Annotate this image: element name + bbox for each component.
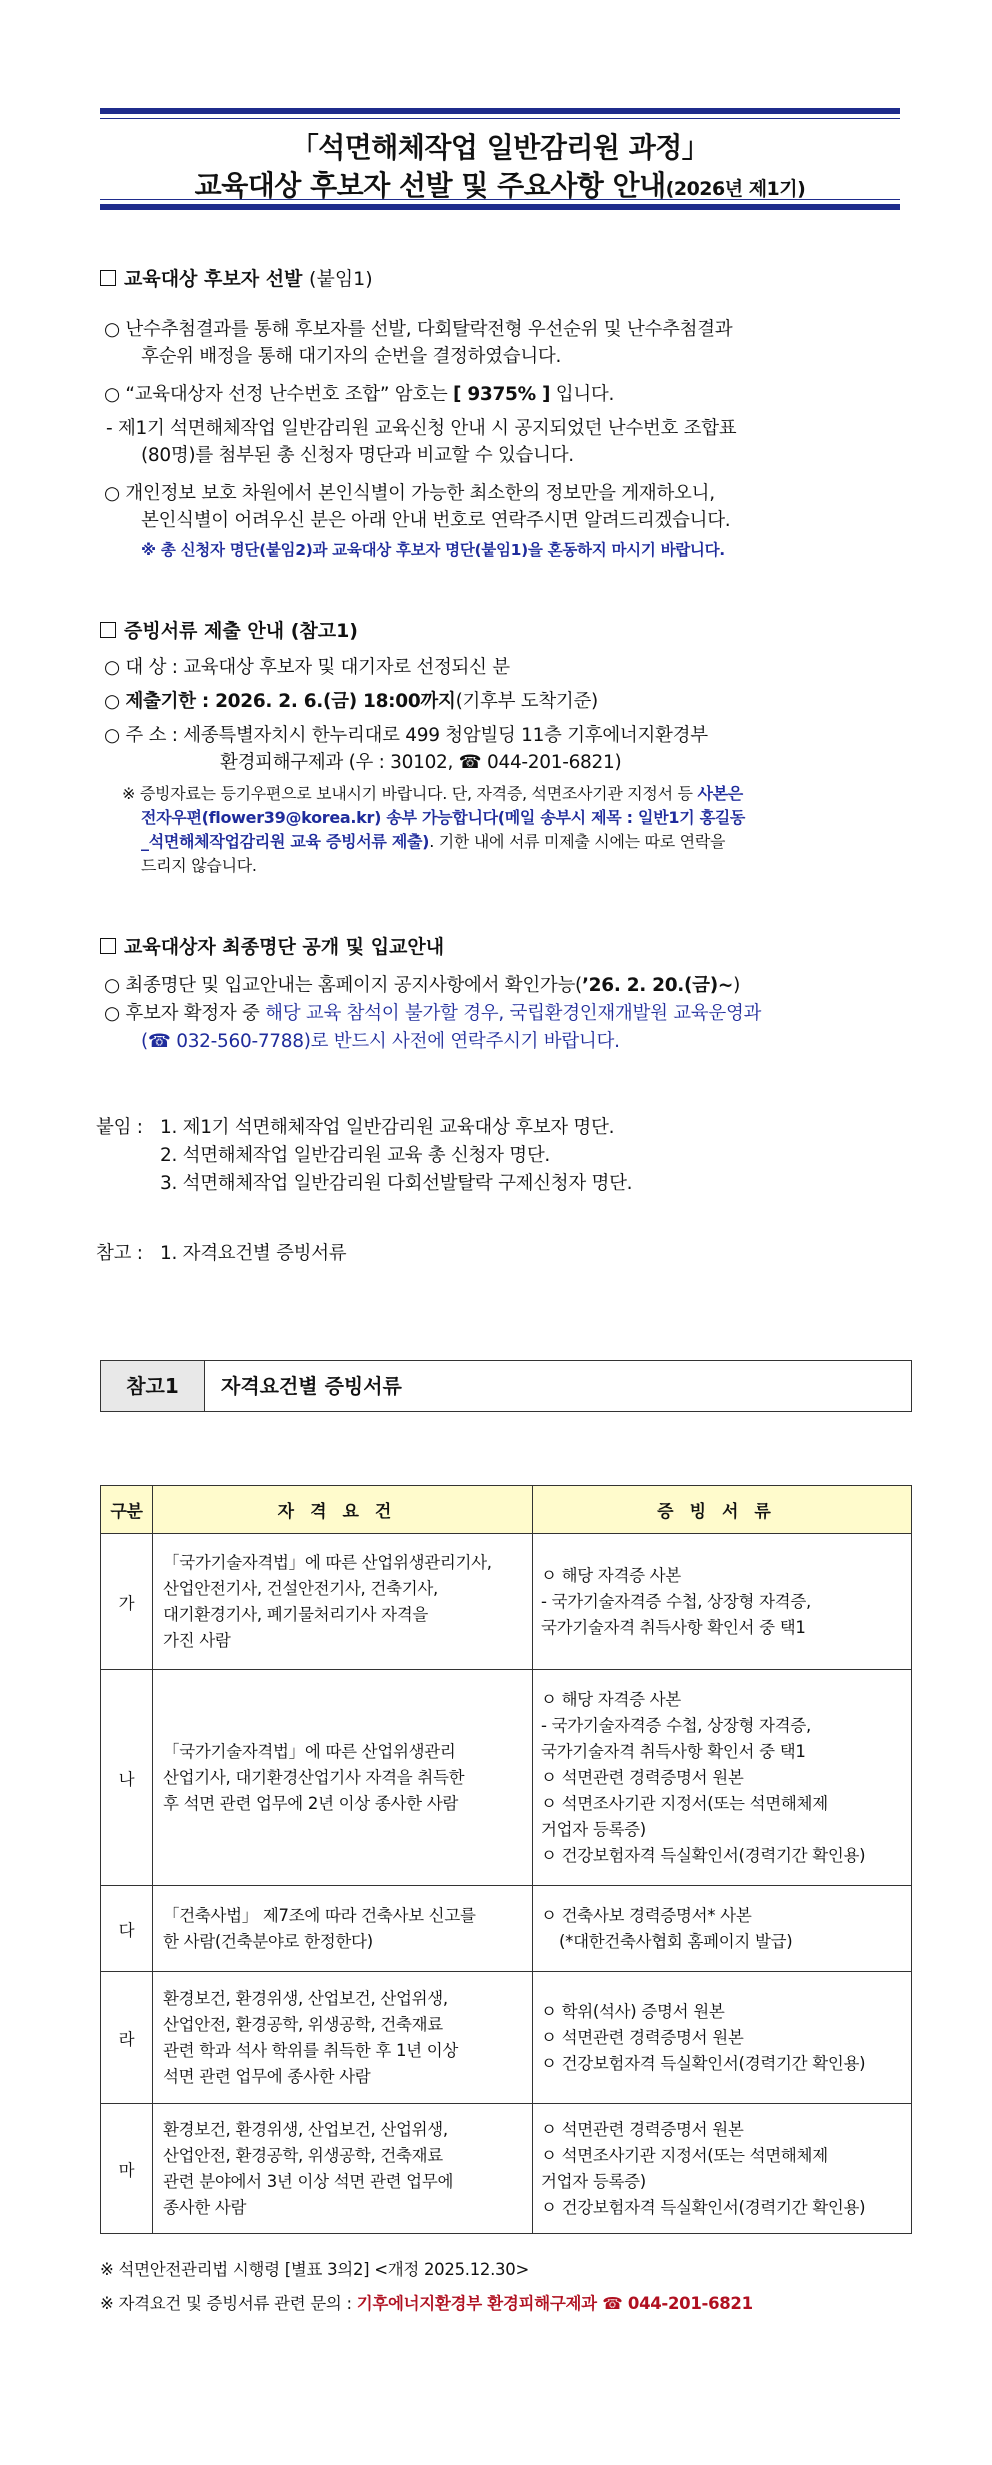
s3-bullet2-line2: (☎ 032-560-7788)로 반드시 사전에 연락주시기 바랍니다. bbox=[141, 1031, 620, 1052]
table-header-row bbox=[101, 1486, 912, 1534]
ref1-title: 자격요건별 증빙서류 bbox=[221, 1374, 402, 1398]
code-value: [ 9375% ] bbox=[453, 384, 551, 405]
table-row bbox=[101, 1972, 912, 2104]
s2-address-line1: ○ 주 소 : 세종특별자치시 한누리대로 499 청암빌딩 11층 기후에너지환경부 bbox=[104, 725, 708, 746]
attachment-item: 3. 석면해체작업 일반감리원 다회선발탈락 구제신청자 명단. bbox=[160, 1173, 633, 1194]
row-condition: 「국가기술자격법」에 따른 산업위생관리기사, 산업안전기사, 건설안전기사, 건축기사, 대기환경기사, 폐기물처리기사 자격을 가진 사람 bbox=[153, 1534, 533, 1670]
s1-dash1-line2: (80명)를 첨부된 총 신청자 명단과 비교할 수 있습니다. bbox=[141, 445, 574, 466]
title-suffix: (2026년 제1기) bbox=[665, 178, 806, 200]
row-condition: 「건축사법」 제7조에 따라 건축사보 신고를 한 사람(건축분야로 한정한다) bbox=[153, 1886, 533, 1972]
s3-bullet1: ○ 최종명단 및 입교안내는 홈페이지 공지사항에서 확인가능(’26. 2. 20.(금)~) bbox=[104, 975, 741, 996]
s2-note-line3: _석면해체작업감리원 교육 증빙서류 제출). 기한 내에 서류 미제출 시에는 따로 연락을 bbox=[141, 832, 726, 851]
s2-target: ○ 대 상 : 교육대상 후보자 및 대기자로 선정되신 분 bbox=[104, 657, 510, 678]
s2-deadline: ○ 제출기한 : 2026. 2. 6.(금) 18:00까지(기후부 도착기준) bbox=[104, 691, 598, 712]
attachment-item: 2. 석면해체작업 일반감리원 교육 총 신청자 명단. bbox=[160, 1145, 550, 1166]
checkbox-square-icon bbox=[100, 622, 116, 638]
s1-dash1-line1: - 제1기 석면해체작업 일반감리원 교육신청 안내 시 공지되었던 난수번호 조합표 bbox=[106, 418, 737, 439]
row-grade: 가 bbox=[101, 1534, 153, 1670]
s2-note-line1: ※ 증빙자료는 등기우편으로 보내시기 바랍니다. 단, 자격증, 석면조사기관 지정서 등 사본은 bbox=[122, 784, 743, 803]
footer-contact: ※ 자격요건 및 증빙서류 관련 문의 : 기후에너지환경부 환경피해구제과 ☎ 044-201-6821 bbox=[100, 2294, 753, 2313]
title-line2: 교육대상 후보자 선발 및 주요사항 안내(2026년 제1기) bbox=[194, 169, 806, 202]
s2-note-line2: 전자우편(flower39@korea.kr) 송부 가능합니다(메일 송부시 제목 : 일반1기 홍길동 bbox=[141, 808, 746, 827]
checkbox-square-icon bbox=[100, 270, 116, 286]
row-condition: 환경보건, 환경위생, 산업보건, 산업위생, 산업안전, 환경공학, 위생공학, 건축재료 관련 학과 석사 학위를 취득한 후 1년 이상 석면 관련 업무에 종사한 사람 bbox=[153, 1972, 533, 2104]
s1-bullet2: ○ “교육대상자 선정 난수번호 조합” 암호는 [ 9375% ] 입니다. bbox=[104, 384, 615, 405]
header-grade: 구분 bbox=[101, 1486, 153, 1534]
attachment-item: 1. 제1기 석면해체작업 일반감리원 교육대상 후보자 명단. bbox=[160, 1117, 615, 1138]
attachments-label: 붙임 : bbox=[96, 1117, 143, 1138]
row-condition: 환경보건, 환경위생, 산업보건, 산업위생, 산업안전, 환경공학, 위생공학, 건축재료 관련 분야에서 3년 이상 석면 관련 업무에 종사한 사람 bbox=[153, 2104, 533, 2234]
document-title-box bbox=[100, 108, 900, 210]
table-row bbox=[101, 1670, 912, 1886]
s2-address-line2: 환경피해구제과 (우 : 30102, ☎ 044-201-6821) bbox=[220, 752, 622, 773]
row-documents: ㅇ 건축사보 경력증명서* 사본 (*대한건축사협회 홈페이지 발급) bbox=[533, 1886, 912, 1972]
header-condition: 자격요건 bbox=[153, 1486, 533, 1534]
title-line1: 「석면해체작업 일반감리원 과정」 bbox=[290, 131, 710, 164]
row-documents: ㅇ 석면관련 경력증명서 원본 ㅇ 석면조사기관 지정서(또는 석면해체제 거업자 등록증) ㅇ 건강보험자격 득실확인서(경력기간 확인용) bbox=[533, 2104, 912, 2234]
row-documents: ㅇ 해당 자격증 사본 - 국가기술자격증 수첩, 상장형 자격증, 국가기술자격 취득사항 확인서 중 택1 ㅇ 석면관련 경력증명서 원본 ㅇ 석면조사기관 지정서(또는 석면해체제 거업자 등록증) ㅇ 건강보험자격 득실확인서(경력기간 확인용) bbox=[533, 1670, 912, 1886]
section3-heading: 교육대상자 최종명단 공개 및 입교안내 bbox=[100, 932, 444, 959]
row-documents: ㅇ 해당 자격증 사본 - 국가기술자격증 수첩, 상장형 자격증, 국가기술자격 취득사항 확인서 중 택1 bbox=[533, 1534, 912, 1670]
row-grade: 마 bbox=[101, 2104, 153, 2234]
footer-law-note: ※ 석면안전관리법 시행령 [별표 3의2] <개정 2025.12.30> bbox=[100, 2260, 529, 2279]
s2-note-line4: 드리지 않습니다. bbox=[141, 856, 257, 875]
table-row bbox=[101, 1886, 912, 1972]
row-condition: 「국가기술자격법」에 따른 산업위생관리 산업기사, 대기환경산업기사 자격을 취득한 후 석면 관련 업무에 2년 이상 종사한 사람 bbox=[153, 1670, 533, 1886]
references-label: 참고 : bbox=[96, 1243, 143, 1264]
checkbox-square-icon bbox=[100, 938, 116, 954]
table-row bbox=[101, 2104, 912, 2234]
ref1-header bbox=[100, 1360, 912, 1412]
requirements-table bbox=[100, 1485, 912, 2234]
s1-bullet3-line1: ○ 개인정보 보호 차원에서 본인식별이 가능한 최소한의 정보만을 게재하오니, bbox=[104, 483, 715, 504]
s1-bullet1-line2: 후순위 배정을 통해 대기자의 순번을 결정하였습니다. bbox=[141, 346, 562, 367]
s1-warning: ※ 총 신청자 명단(붙임2)과 교육대상 후보자 명단(붙임1)을 혼동하지 마시기 바랍니다. bbox=[141, 541, 725, 559]
reference-item: 1. 자격요건별 증빙서류 bbox=[160, 1243, 347, 1264]
s1-bullet1-line1: ○ 난수추첨결과를 통해 후보자를 선발, 다회탈락전형 우선순위 및 난수추첨결과 bbox=[104, 319, 733, 340]
section1-heading: 교육대상 후보자 선발 (붙임1) bbox=[100, 264, 373, 291]
row-grade: 라 bbox=[101, 1972, 153, 2104]
s1-bullet3-line2: 본인식별이 어려우신 분은 아래 안내 번호로 연락주시면 알려드리겠습니다. bbox=[141, 510, 731, 531]
row-grade: 다 bbox=[101, 1886, 153, 1972]
table-row bbox=[101, 1534, 912, 1670]
row-documents: ㅇ 학위(석사) 증명서 원본 ㅇ 석면관련 경력증명서 원본 ㅇ 건강보험자격 득실확인서(경력기간 확인용) bbox=[533, 1972, 912, 2104]
ref1-label: 참고1 bbox=[101, 1361, 205, 1411]
row-grade: 나 bbox=[101, 1670, 153, 1886]
section2-heading: 증빙서류 제출 안내 (참고1) bbox=[100, 616, 358, 643]
header-documents: 증빙서류 bbox=[533, 1486, 912, 1534]
s3-bullet2-line1: ○ 후보자 확정자 중 해당 교육 참석이 불가할 경우, 국립환경인재개발원 교육운영과 bbox=[104, 1003, 762, 1024]
